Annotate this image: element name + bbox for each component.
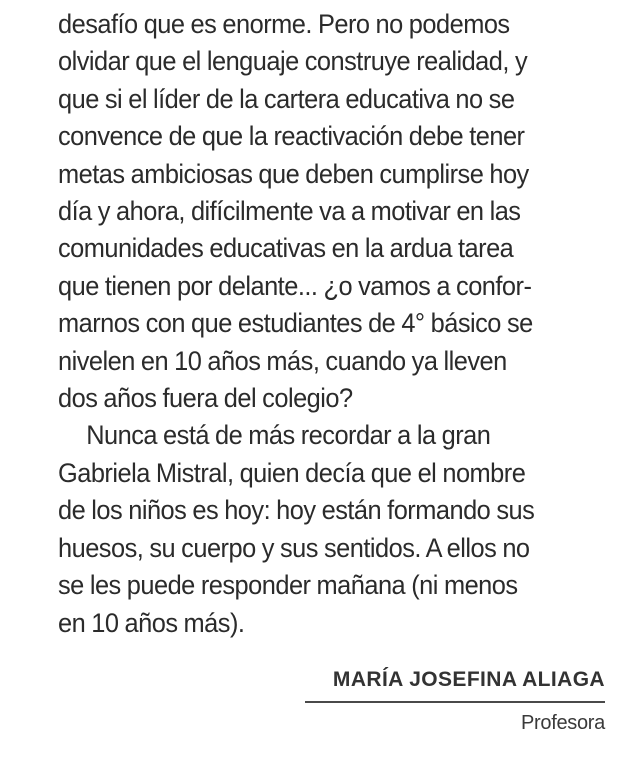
text-line: olvidar que el lenguaje construye realidad, y	[58, 46, 528, 77]
text-line: dos años fuera del colegio?	[58, 383, 353, 414]
text-line: comunidades educativas en la ardua tarea	[58, 233, 514, 264]
article-paragraph-1	[58, 6, 573, 417]
author-name: MARÍA JOSEFINA ALIAGA	[332, 668, 605, 691]
text-line: nivelen en 10 años más, cuando ya lleven	[58, 345, 507, 376]
text-line: Nunca está de más recordar a la gran	[86, 420, 491, 451]
article-paragraph-2	[58, 417, 573, 641]
signature-block	[305, 665, 605, 737]
text-line: en 10 años más).	[58, 607, 245, 638]
text-line: huesos, su cuerpo y sus sentidos. A ellos no	[58, 532, 530, 563]
text-line: de los niños es hoy: hoy están formando sus	[58, 495, 535, 526]
text-line: que tienen por delante... ¿o vamos a confor-	[58, 270, 532, 301]
text-line: se les puede responder mañana (ni menos	[58, 570, 518, 601]
author-role: Profesora	[520, 712, 605, 734]
text-line: desafío que es enorme. Pero no podemos	[58, 9, 510, 39]
text-line: día y ahora, difícilmente va a motivar en las	[58, 196, 521, 227]
text-line: marnos con que estudiantes de 4° básico se	[58, 308, 533, 339]
text-line: metas ambiciosas que deben cumplirse hoy	[58, 158, 529, 189]
text-line: convence de que la reactivación debe tener	[58, 121, 525, 152]
text-line: Gabriela Mistral, quien decía que el nombre	[58, 457, 526, 488]
text-line: que si el líder de la cartera educativa no se	[58, 83, 515, 114]
article-body	[58, 6, 573, 642]
